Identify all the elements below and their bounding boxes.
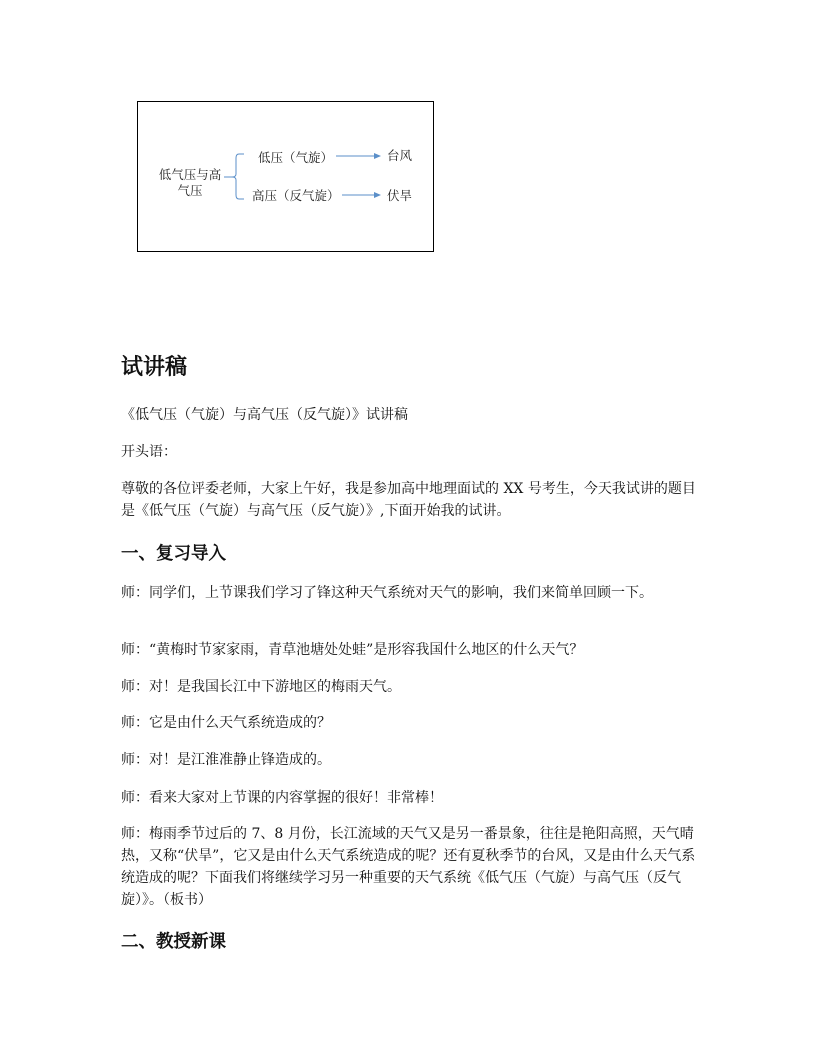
diagram-result-drought: 伏旱 (387, 188, 413, 203)
arrow-high-to-drought (342, 192, 381, 198)
section2-heading: 二、教授新课 (121, 932, 226, 952)
brace-connector (224, 154, 244, 199)
subtitle: 《低气压（气旋）与高气压（反气旋）》试讲稿 (121, 407, 408, 423)
page-title: 试讲稿 (121, 354, 188, 380)
diagram-root-label: 低气压与高气压 (158, 167, 222, 198)
section1-line: 师：看来大家对上节课的内容掌握的很好！非常棒！ (121, 790, 443, 806)
board-diagram (137, 101, 434, 252)
diagram-branch-high: 高压（反气旋） (252, 188, 340, 203)
section1-line: 师：同学们，上节课我们学习了锋这种天气系统对天气的影响，我们来简单回顾一下。 (121, 585, 653, 601)
section1-line: 师：对！是我国长江中下游地区的梅雨天气。 (121, 679, 401, 695)
arrow-low-to-typhoon (336, 153, 381, 159)
opening-text: 尊敬的各位评委老师，大家上午好，我是参加高中地理面试的 XX 号考生，今天我试讲的题目是《低气压（气旋）与高气压（反气旋）》,下面开始我的试讲。 (121, 481, 696, 519)
diagram-branch-low: 低压（气旋） (258, 150, 334, 165)
section1-heading: 一、复习导入 (121, 544, 226, 564)
diagram-result-typhoon: 台风 (387, 148, 413, 163)
section1-line: 师：对！是江淮准静止锋造成的。 (121, 752, 331, 768)
section1-line: 师：梅雨季节过后的 7、8 月份，长江流域的天气又是另一番景象，往往是艳阳高照，天气晴热，又称“伏旱”，它又是由什么天气系统造成的呢？还有夏秋季节的台风，又是由什么天气系统造成的呢？下面我们将继续学习另一种重要的天气系统《低气压（气旋）与高气压（反气旋）》。（板书） (121, 826, 696, 908)
section1-line: 师：“黄梅时节家家雨，青草池塘处处蛙”是形容我国什么地区的什么天气？ (121, 642, 584, 658)
section1-line: 师：它是由什么天气系统造成的？ (121, 715, 331, 731)
opening-label: 开头语： (121, 444, 177, 460)
